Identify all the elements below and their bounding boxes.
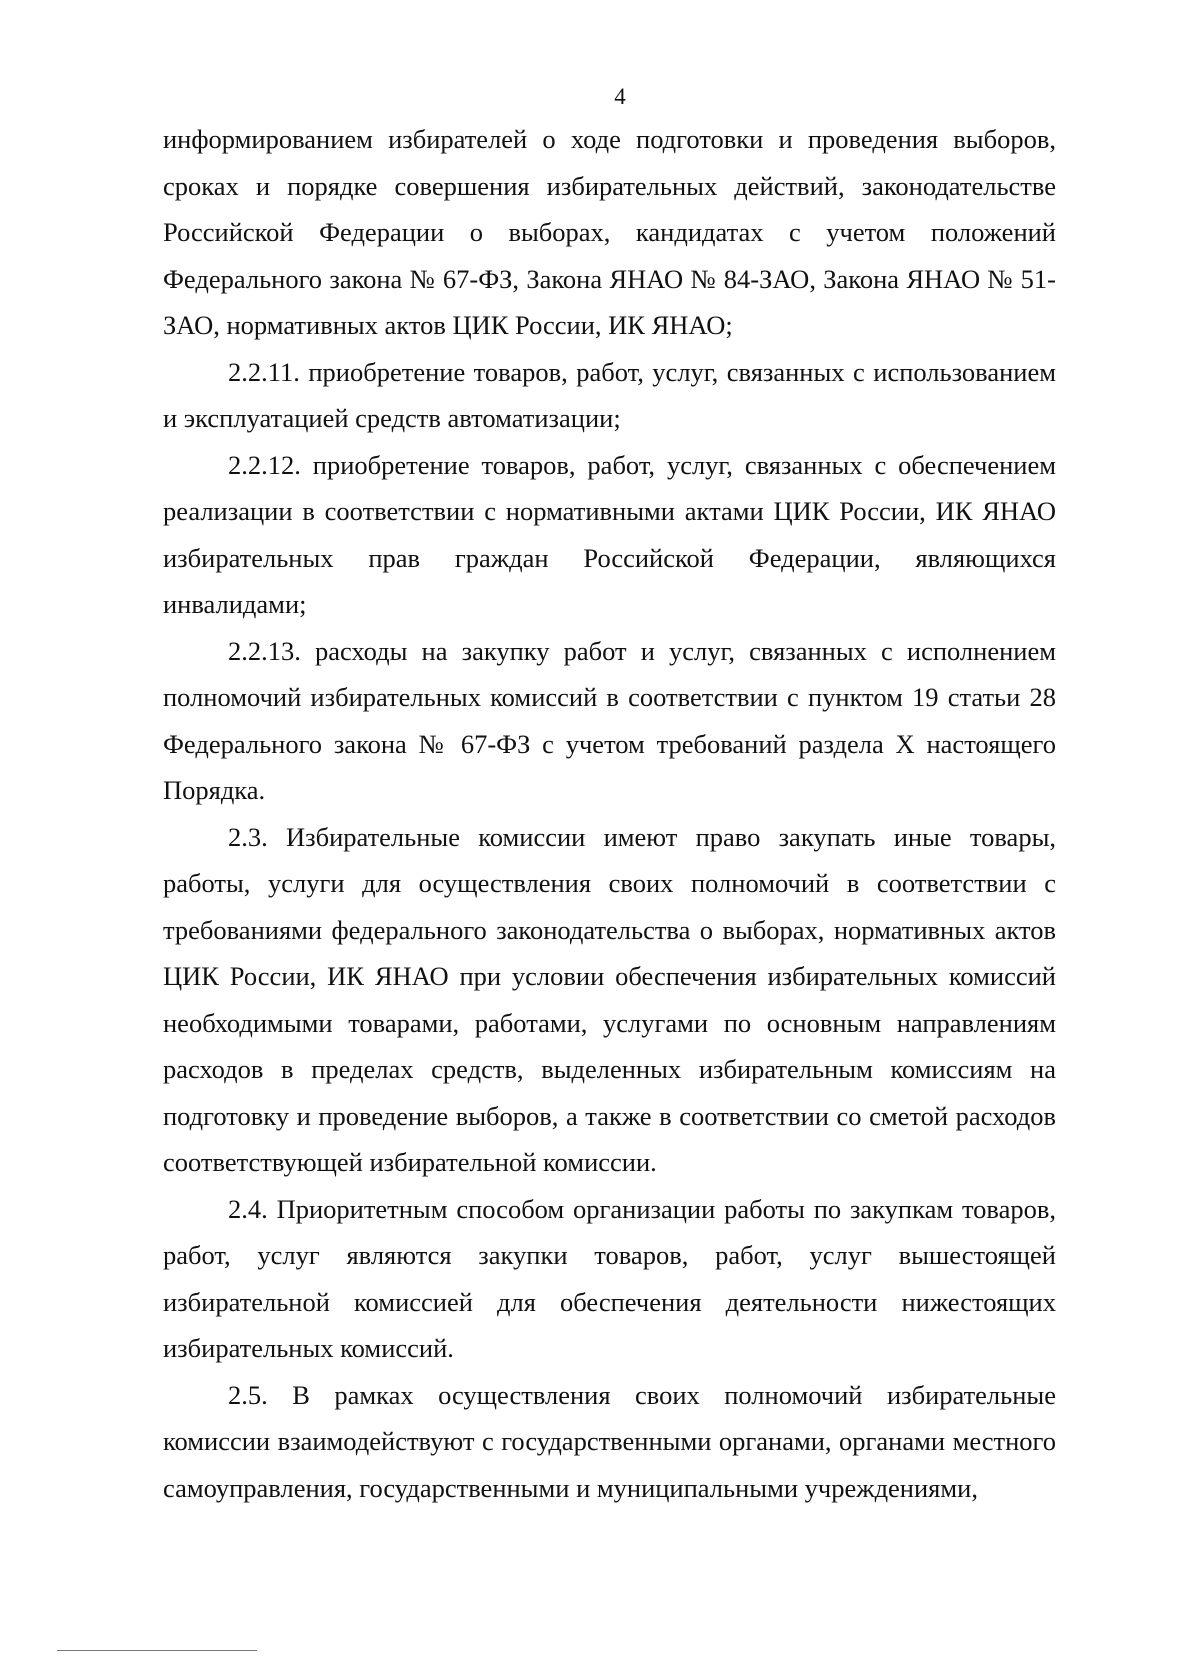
paragraph-continuation: информированием избирателей о ходе подготовки и проведения выборов, сроках и порядке совершения избирательных действий, законодательстве Российской Федерации о выборах, кандидатах с учетом положений Федерального закона № 67-ФЗ, Закона ЯНАО № 84-ЗАО, Закона ЯНАО № 51-ЗАО, нормативных актов ЦИК России, ИК ЯНАО; <box>163 124 1056 340</box>
paragraph-2-3: 2.3. Избирательные комиссии имеют право закупать иные товары, работы, услуги для осуществления своих полномочий в соответствии с требованиями федерального законодательства о выборах, нормативных актов ЦИК России, ИК ЯНАО при условии обеспечения избирательных комиссий необходимыми товарами, работами, услугами по основным направлениям расходов в пределах средств, выделенных избирательным комиссиям на подготовку и проведение выборов, а также в соответствии со сметой расходов соответствующей избирательной комиссии. <box>163 821 1056 1177</box>
paragraph-2-4: 2.4. Приоритетным способом организации работы по закупкам товаров, работ, услуг являются закупки товаров, работ, услуг вышестоящей избирательной комиссией для обеспечения деятельности нижестоящих избирательных комиссий. <box>163 1193 1056 1363</box>
footnote-divider <box>57 1650 257 1651</box>
page-number: 4 <box>614 84 626 109</box>
paragraph-2-2-11: 2.2.11. приобретение товаров, работ, услуг, связанных с использованием и эксплуатацией средств автоматизации; <box>163 356 1056 433</box>
paragraph-2-2-13: 2.2.13. расходы на закупку работ и услуг, связанных с исполнением полномочий избирательных комиссий в соответствии с пунктом 19 статьи 28 Федерального закона № 67-ФЗ с учетом требований раздела X настоящего Порядка. <box>163 635 1056 805</box>
document-body <box>163 116 1056 1511</box>
paragraph-2-5: 2.5. В рамках осуществления своих полномочий избирательные комиссии взаимодействуют с государственными органами, органами местного самоуправления, государственными и муниципальными учреждениями, <box>163 1379 1056 1503</box>
paragraph-2-2-12: 2.2.12. приобретение товаров, работ, услуг, связанных с обеспечением реализации в соответствии с нормативными актами ЦИК России, ИК ЯНАО избирательных прав граждан Российской Федерации, являющихся инвалидами; <box>163 449 1056 619</box>
